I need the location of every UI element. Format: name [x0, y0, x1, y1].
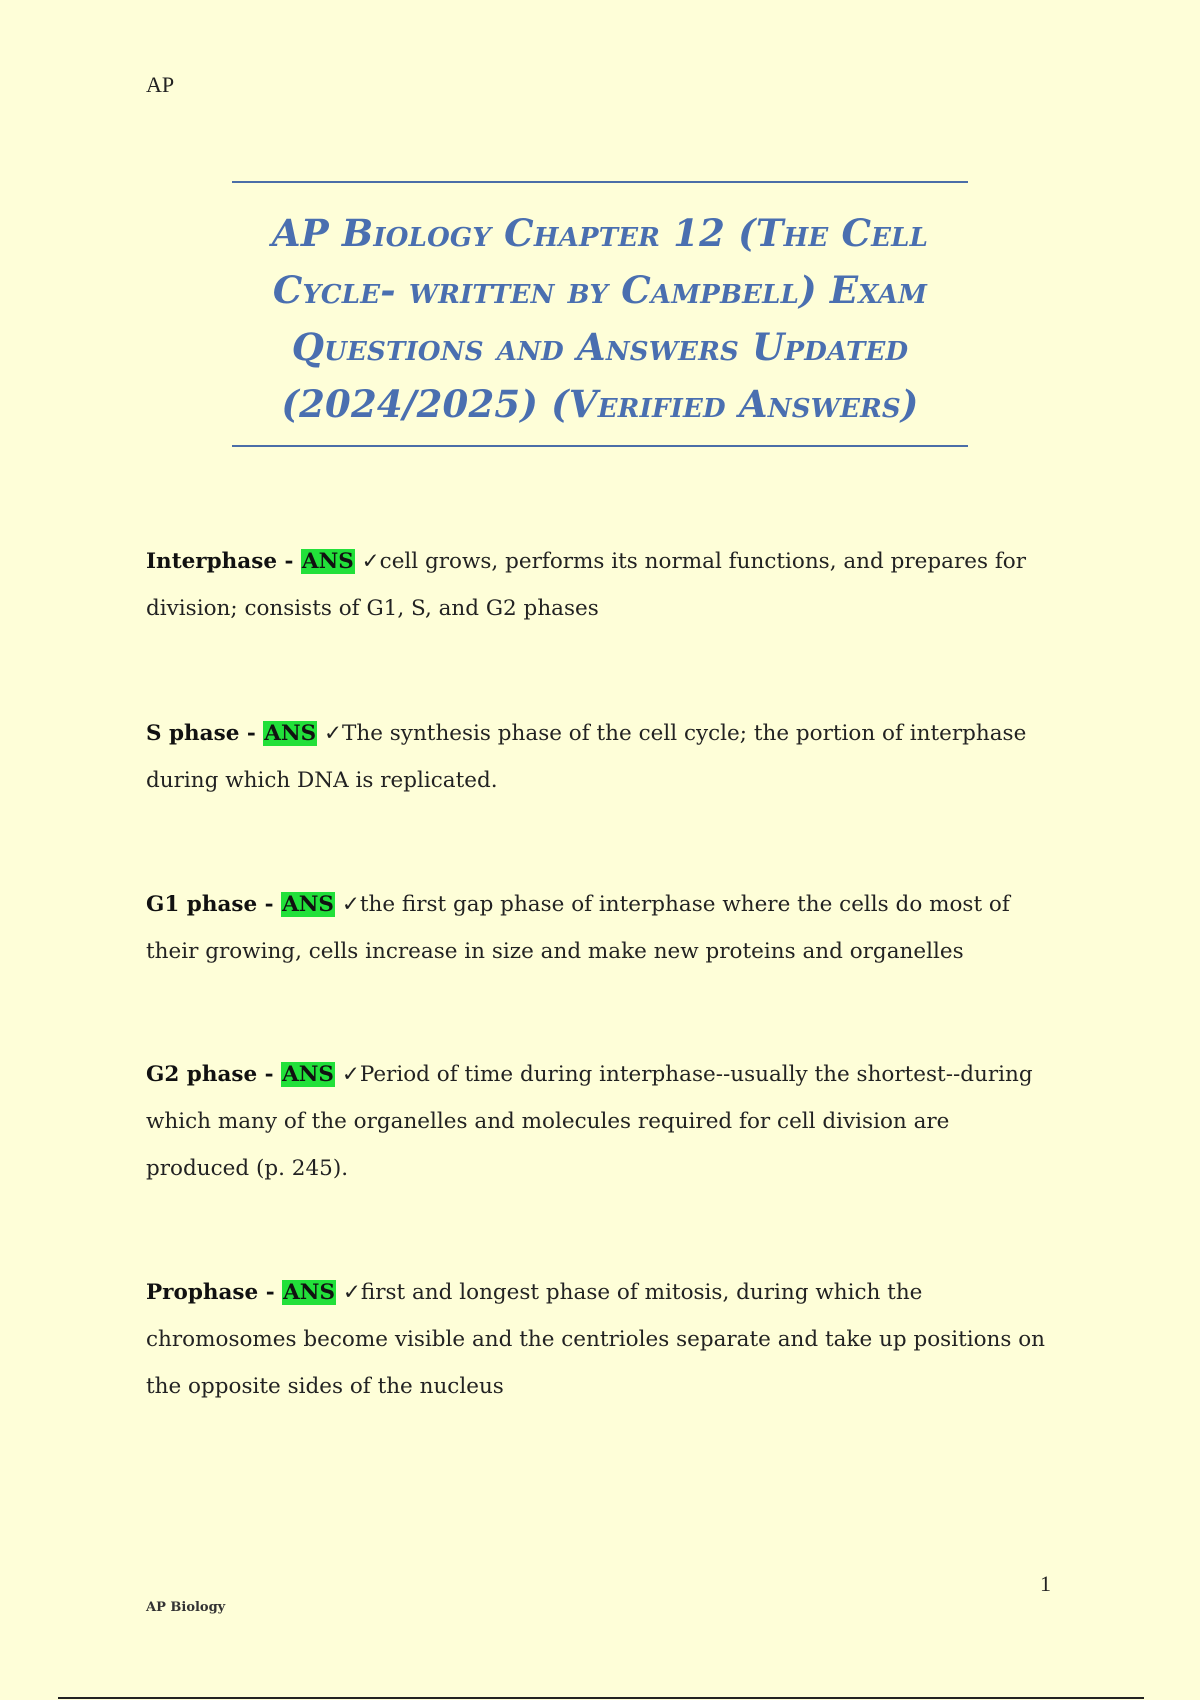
title-line-2: Cycle- written by Campbell) Exam [272, 268, 928, 312]
page-footer: AP Biology [146, 1600, 226, 1615]
check-icon: ✓ [361, 549, 380, 574]
qa-entry [146, 1051, 1056, 1192]
entry-definition: The synthesis phase of the cell cycle; the portion of interphase during which DNA is replicated. [146, 721, 1027, 793]
entry-separator: - [257, 892, 282, 917]
entry-definition: cell grows, performs its normal functions, and prepares for division; consists of G1, S, and G2 phases [146, 549, 1027, 621]
entry-separator: - [277, 549, 301, 574]
ans-label: ANS [283, 1280, 335, 1305]
qa-entry [146, 538, 1056, 632]
entry-separator: - [239, 721, 264, 746]
entry-term: G2 phase [146, 1062, 258, 1087]
title-line-3: Questions and Answers Updated [291, 325, 909, 369]
entry-term: G1 phase [146, 892, 258, 917]
ans-label: ANS [264, 721, 317, 746]
entry-separator: - [258, 1280, 283, 1305]
qa-entry [146, 1269, 1056, 1410]
entry-term: S phase [146, 721, 240, 746]
document-title [232, 205, 968, 433]
page-bottom-divider [58, 1697, 1144, 1699]
entry-term: Prophase [146, 1280, 259, 1305]
page-number: 1 [1040, 1571, 1051, 1596]
check-icon: ✓ [324, 721, 343, 746]
check-icon: ✓ [341, 892, 360, 917]
entry-definition: Period of time during interphase--usually the shortest--during which many of the organelles and molecules required for cell division are produced (p. 245). [146, 1062, 1033, 1181]
entry-definition: the first gap phase of interphase where the cells do most of their growing, cells increase in size and make new proteins and organelles [146, 892, 1010, 964]
qa-entry [146, 710, 1056, 804]
check-icon: ✓ [341, 1062, 360, 1087]
entry-separator: - [257, 1062, 282, 1087]
ans-label: ANS [282, 1062, 334, 1087]
ans-label: ANS [282, 892, 334, 917]
entry-term: Interphase [146, 549, 278, 574]
qa-entry [146, 881, 1056, 975]
title-line-1: AP Biology Chapter 12 (The Cell [271, 211, 929, 255]
check-icon: ✓ [342, 1280, 361, 1305]
title-line-4: (2024/2025) (Verified Answers) [281, 382, 919, 426]
entry-definition: first and longest phase of mitosis, during which the chromosomes become visible and the centrioles separate and take up positions on the opposite sides of the nucleus [146, 1280, 1046, 1399]
title-block [232, 181, 968, 447]
page-header: AP [146, 72, 175, 97]
ans-label: ANS [301, 549, 354, 574]
